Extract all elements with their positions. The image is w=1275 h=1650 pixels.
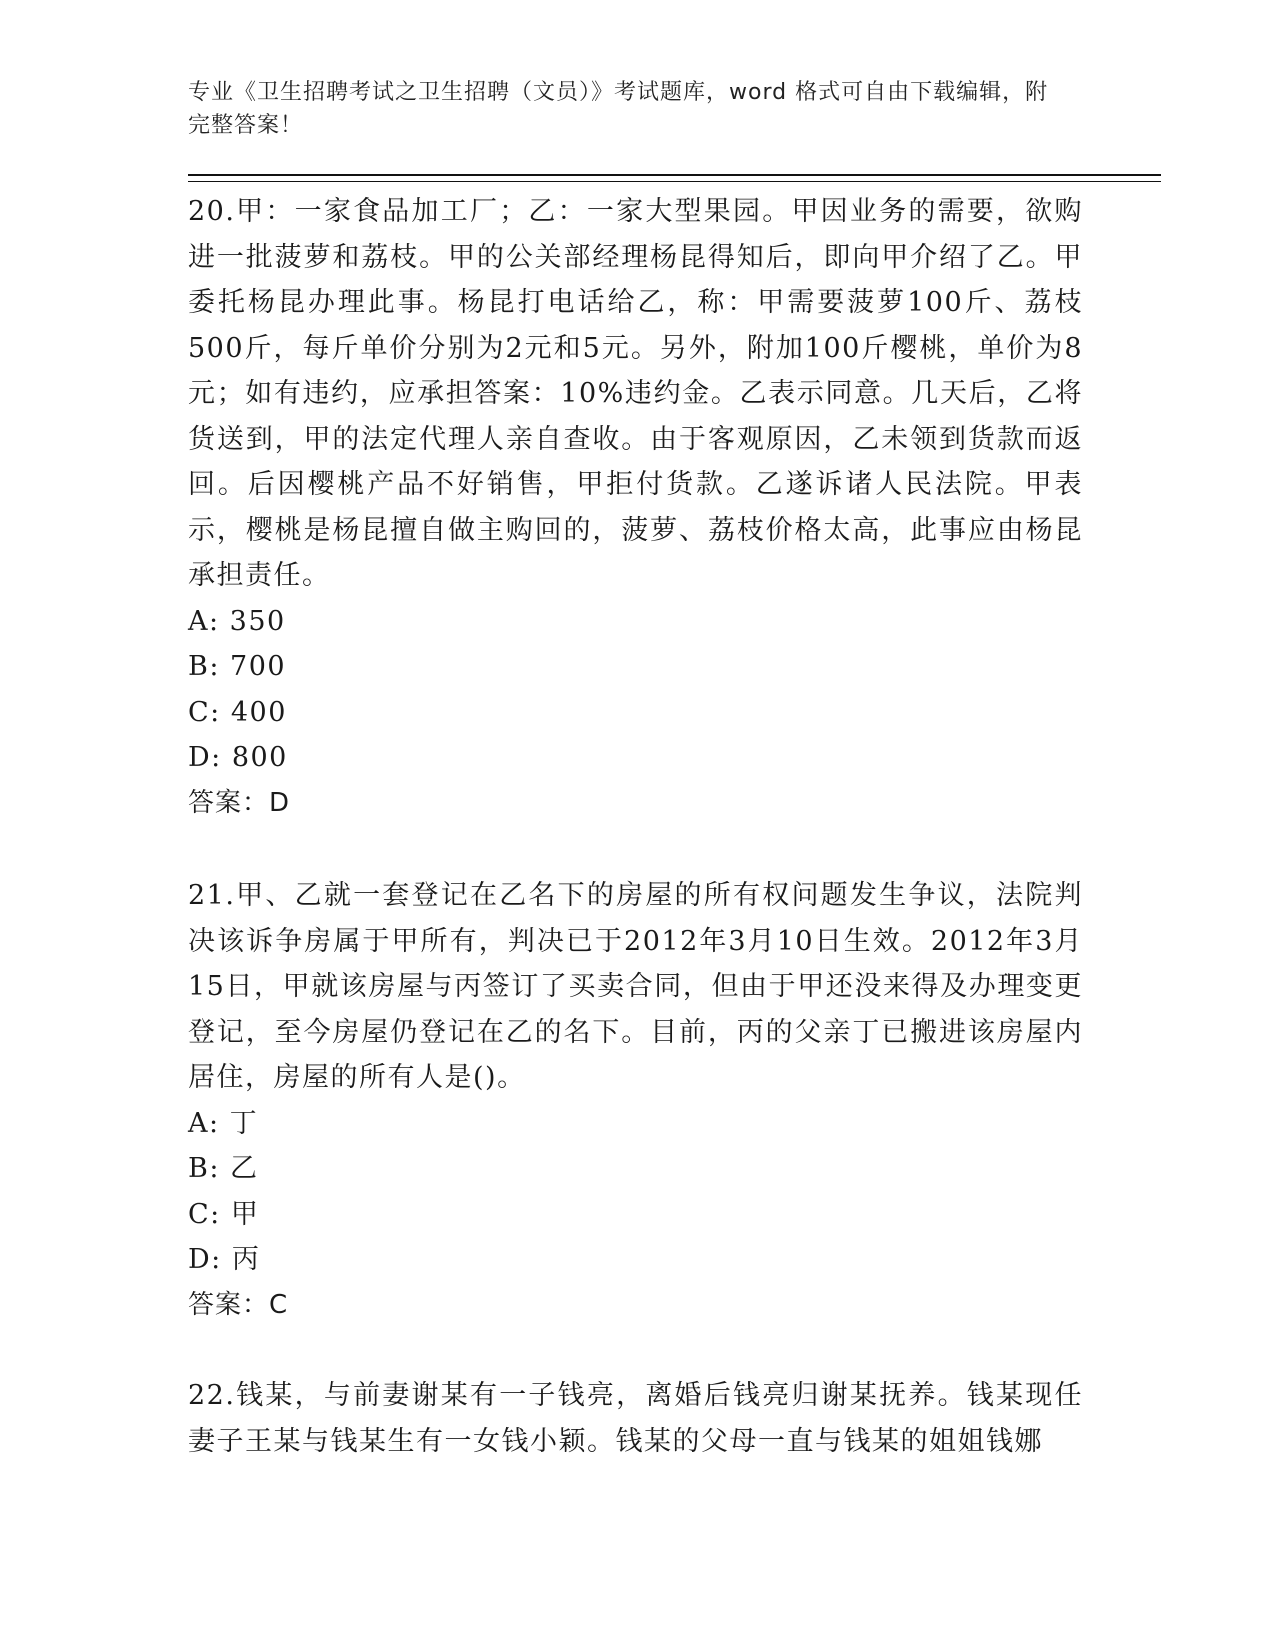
question-text: 20.甲：一家食品加工厂；乙：一家大型果园。甲因业务的需要，欲购进一批菠萝和荔枝。甲的公关部经理杨昆得知后，即向甲介绍了乙。甲委托杨昆办理此事。杨昆打电话给乙，称：甲需要菠萝100斤、荔枝500斤，每斤单价分别为2元和5元。另外，附加100斤樱桃，单价为8元；如有违约，应承担答案：10%违约金。乙表示同意。几天后，乙将货送到，甲的法定代理人亲自查收。由于客观原因，乙未领到货款而返回。后因樱桃产品不好销售，甲拒付货款。乙遂诉诸人民法院。甲表示，樱桃是杨昆擅自做主购回的，菠萝、荔枝价格太高，此事应由杨昆承担责任。 — [188, 196, 1083, 591]
question-text: 21.甲、乙就一套登记在乙名下的房屋的所有权问题发生争议，法院判决该诉争房属于甲所有，判决已于2012年3月10日生效。2012年3月15日，甲就该房屋与丙签订了买卖合同，但由于甲还没来得及办理变更登记，至今房屋仍登记在乙的名下。目前，丙的父亲丁已搬进该房屋内居住，房屋的所有人是()。 — [188, 880, 1083, 1093]
option-b: B: 乙 — [188, 1153, 259, 1184]
question-22 — [188, 1373, 1083, 1464]
answer-label: 答案：D — [188, 787, 291, 818]
question-text: 22.钱某，与前妻谢某有一子钱亮，离婚后钱亮归谢某抚养。钱某现任妻子王某与钱某生有一女钱小颖。钱某的父母一直与钱某的姐姐钱娜 — [188, 1380, 1083, 1457]
header-divider-thin — [188, 181, 1161, 182]
option-a: A: 丁 — [188, 1107, 259, 1139]
option-d: D: 800 — [188, 742, 288, 773]
answer-label: 答案：C — [188, 1289, 289, 1320]
option-b: B: 700 — [188, 651, 287, 682]
question-20 — [188, 189, 1083, 826]
option-a: A: 350 — [188, 605, 286, 637]
question-21 — [188, 873, 1083, 1328]
document-header: 专业《卫生招聘考试之卫生招聘（文员）》考试题库，word 格式可自由下载编辑，附完整答案！ — [188, 80, 1049, 138]
option-d: D: 丙 — [188, 1244, 261, 1275]
header-divider-thick — [188, 174, 1161, 176]
option-c: C: 甲 — [188, 1198, 260, 1230]
option-c: C: 400 — [188, 696, 287, 728]
